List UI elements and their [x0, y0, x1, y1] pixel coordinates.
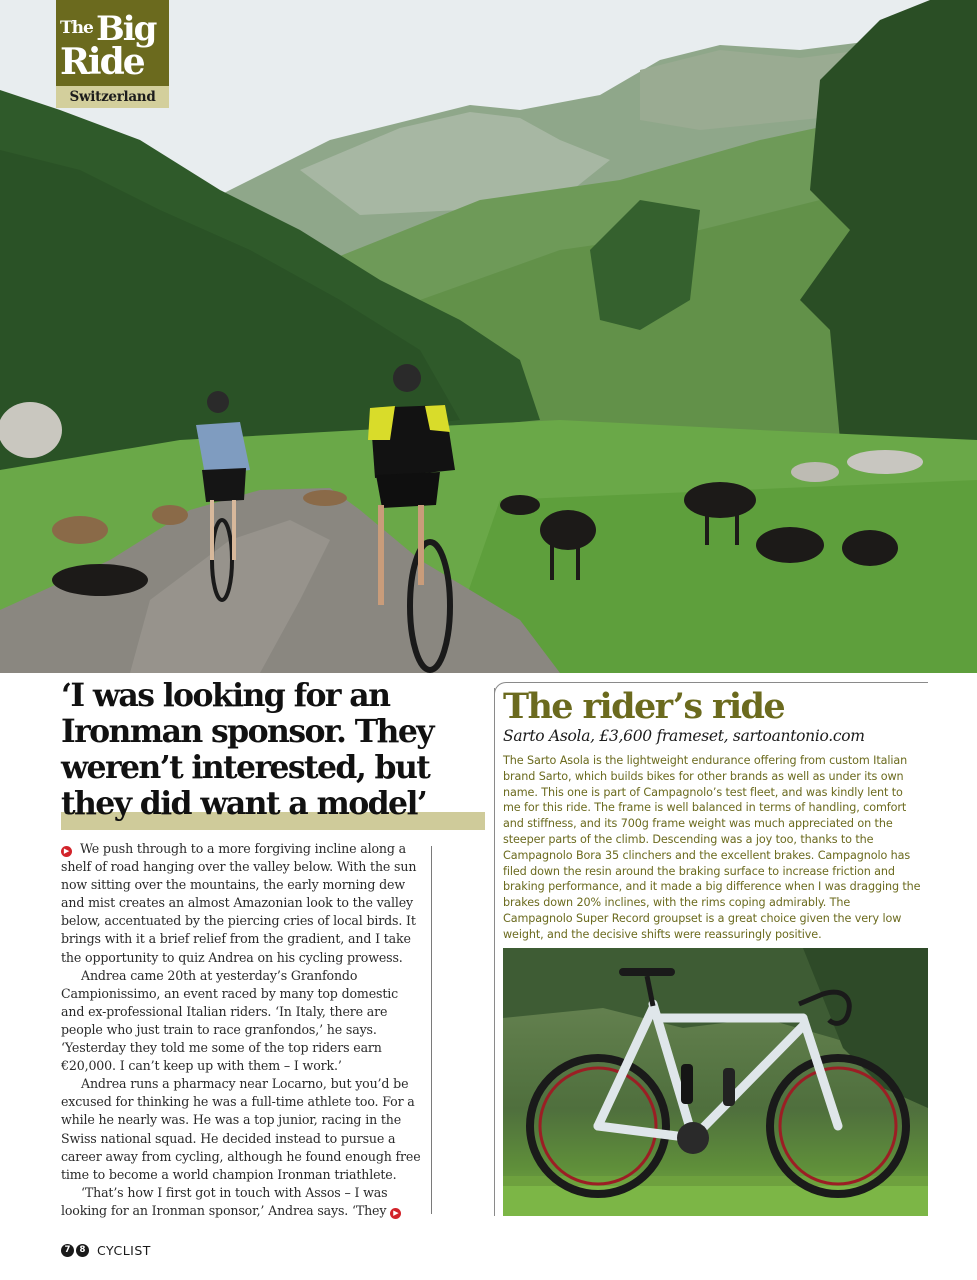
- article-body: [61, 840, 421, 1220]
- pull-quote: [61, 678, 491, 822]
- pull-quote-line: Ironman sponsor. They: [61, 713, 433, 750]
- article-paragraph: Andrea came 20th at yesterday’s Granfondo Campionissimo, an event raced by many top domestic and ex-professional Italian riders. ‘In Italy, there are people who just train to race granfondos,’ he says. ‘Yesterday they told me some of the top riders earn €20,000. I can’t keep up with them – I work.’: [61, 967, 399, 1074]
- article-paragraph: ‘That’s how I first got in touch with Assos – I was looking for an Ironman sponsor,’ Andrea says. ‘They ▶: [61, 1184, 421, 1220]
- logo-the: The: [60, 18, 93, 38]
- column-divider: [431, 846, 432, 1214]
- sidebar-text: The Sarto Asola is the lightweight endurance offering from custom Italian brand Sarto, which builds bikes for other brands as well as under its own name. This one is part of Campagnolo’s test fleet, and was kindly lent to me for this ride. The frame is well balanced in terms of handling, comfort and stiffness, and its 700g frame weight was much appreciated on the steeper parts of the climb. Descending was a joy too, thanks to the Campagnolo Bora 35 clinchers and the excellent brakes. Campagnolo has filed down the resin around the braking surface to increase friction and braking performance, and it made a big difference when I was dragging the brakes down 20% inclines, with the rims coping admirably. The Campagnolo Super Record groupset is a great choice given the very low weight, and the decisive shifts were reassuringly positive.: [503, 754, 921, 941]
- big-ride-logo: [56, 0, 169, 108]
- pull-quote-line: weren’t interested, but: [61, 749, 430, 786]
- page-number-digit: 8: [76, 1244, 89, 1257]
- paragraph-start-marker-icon: ▶: [61, 846, 72, 857]
- sidebar-left-rule: [494, 688, 495, 1216]
- logo-ride: Ride: [60, 41, 144, 83]
- article-paragraph: ▶ We push through to a more forgiving incline along a shelf of road hanging over the valley below. With the sun now sitting over the mountains, the early morning dew and mist creates an almost Amazonian look to the valley below, accentuated by the piercing cries of local birds. It brings with it a brief relief from the gradient, and I take the opportunity to quiz Andrea on his cycling prowess.: [61, 841, 417, 965]
- sidebar-subtitle: Sarto Asola, £3,600 frameset, sartoantonio.com: [503, 727, 865, 745]
- page-number-digit: 7: [61, 1244, 74, 1257]
- bike-illustration: [503, 948, 928, 1216]
- magazine-name: CYCLIST: [97, 1242, 151, 1258]
- pull-quote-line: they did want a model’: [61, 785, 427, 822]
- pull-quote-line: ‘I was looking for an: [61, 677, 390, 714]
- sidebar-title: The rider’s ride: [503, 686, 785, 727]
- bike-photo: [503, 948, 928, 1216]
- sidebar-top-rule: [506, 682, 928, 683]
- page-footer: [61, 1242, 151, 1258]
- logo-country: Switzerland: [56, 86, 169, 108]
- logo-big: Big: [96, 9, 156, 49]
- article-paragraph: Andrea runs a pharmacy near Locarno, but you’d be excused for thinking he was a full-time athlete too. For a while he nearly was. He was a top junior, racing in the Swiss national squad. He decided instead to pursue a career away from cycling, although he found enough free time to become a world champion Ironman triathlete.: [61, 1076, 421, 1182]
- continue-marker-icon: ▶: [390, 1208, 401, 1219]
